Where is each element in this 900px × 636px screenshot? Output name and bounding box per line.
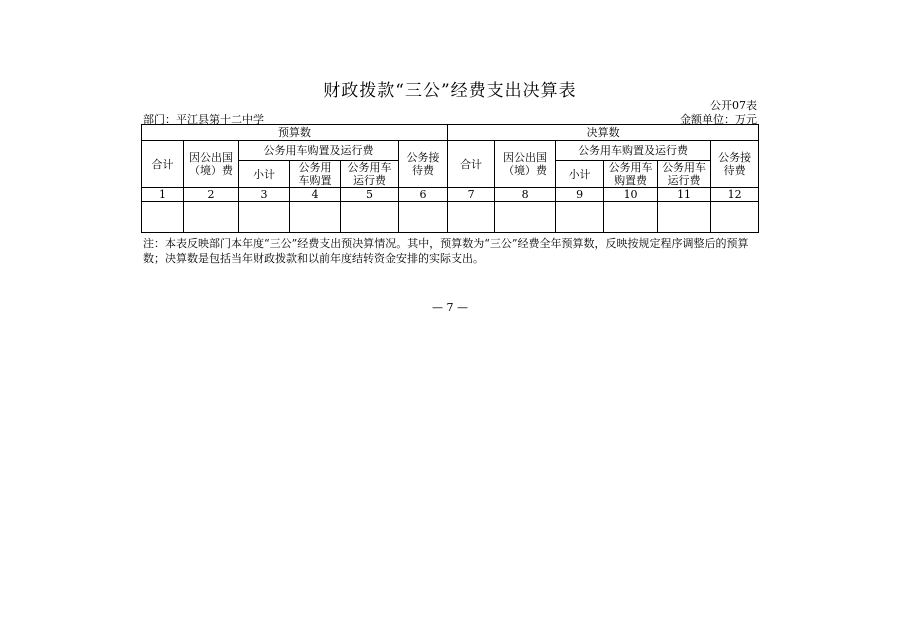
final-vehicle-header: 公务用车购置及运行费 — [556, 141, 711, 161]
budget-header: 预算数 — [142, 125, 448, 141]
value-cell — [239, 202, 290, 233]
budget-abroad-header: 因公出国 （境）费 — [184, 141, 239, 188]
col-number: 10 — [604, 188, 658, 202]
expense-table — [141, 124, 759, 233]
value-cell — [290, 202, 341, 233]
budget-operation-header: 公务用车 运行费 — [341, 161, 399, 188]
value-cell — [184, 202, 239, 233]
value-cell — [495, 202, 556, 233]
department-label: 部门：平江县第十二中学 — [143, 113, 264, 126]
value-cell — [399, 202, 448, 233]
col-number: 7 — [448, 188, 495, 202]
amount-unit-label: 金额单位：万元 — [680, 113, 757, 126]
table-note: 注：本表反映部门本年度“三公”经费支出预决算情况。其中，预算数为“三公”经费全年预算数，反映按规定程序调整后的预算数；决算数是包括当年财政拨款和以前年度结转资金安排的实际支出。 — [143, 237, 749, 265]
col-number: 4 — [290, 188, 341, 202]
budget-vehicle-header: 公务用车购置及运行费 — [239, 141, 399, 161]
col-number: 6 — [399, 188, 448, 202]
value-cell — [341, 202, 399, 233]
final-total-header: 合计 — [448, 141, 495, 188]
col-number: 12 — [711, 188, 759, 202]
value-cell — [604, 202, 658, 233]
budget-total-header: 合计 — [142, 141, 184, 188]
value-cell — [556, 202, 604, 233]
col-number: 2 — [184, 188, 239, 202]
final-header: 决算数 — [448, 125, 759, 141]
value-cell — [448, 202, 495, 233]
final-abroad-header: 因公出国 （境）费 — [495, 141, 556, 188]
value-cell — [142, 202, 184, 233]
col-number: 8 — [495, 188, 556, 202]
col-number: 11 — [658, 188, 711, 202]
page-number: — 7 — — [432, 301, 468, 314]
col-number: 9 — [556, 188, 604, 202]
page-title: 财政拨款“三公”经费支出决算表 — [323, 81, 577, 101]
budget-purchase-header: 公务用 车购置 — [290, 161, 341, 188]
final-operation-header: 公务用车 运行费 — [658, 161, 711, 188]
value-cell — [658, 202, 711, 233]
final-reception-header: 公务接 待费 — [711, 141, 759, 188]
form-code: 公开07表 — [710, 99, 757, 112]
final-subtotal-header: 小计 — [556, 161, 604, 188]
final-purchase-header: 公务用车 购置费 — [604, 161, 658, 188]
value-cell — [711, 202, 759, 233]
col-number: 5 — [341, 188, 399, 202]
col-number: 3 — [239, 188, 290, 202]
budget-reception-header: 公务接 待费 — [399, 141, 448, 188]
col-number: 1 — [142, 188, 184, 202]
budget-subtotal-header: 小计 — [239, 161, 290, 188]
